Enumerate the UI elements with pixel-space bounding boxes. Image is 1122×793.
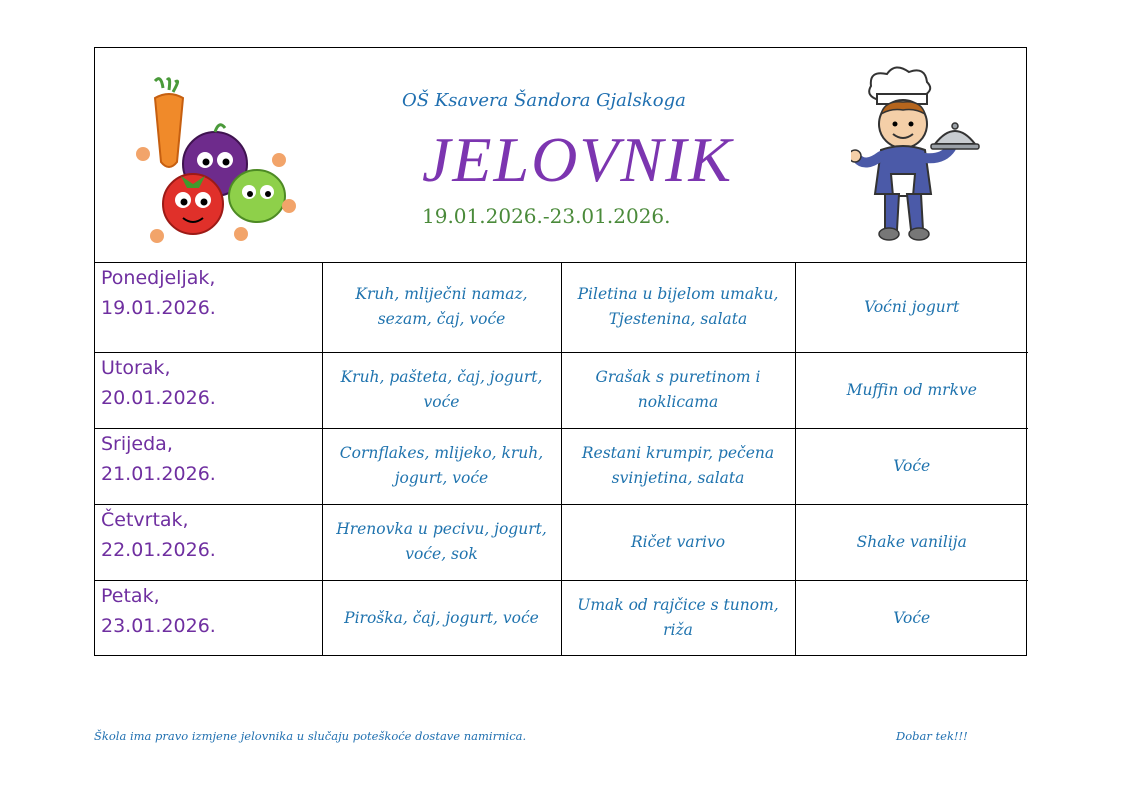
school-name: OŠ Ksavera Šandora Gjalskoga	[402, 90, 686, 111]
day-cell: Petak, 23.01.2026.	[95, 580, 322, 656]
snack-cell: Shake vanilija	[795, 504, 1028, 580]
table-row	[95, 580, 1028, 656]
vegetables-illustration	[133, 76, 298, 244]
day-cell: Ponedjeljak, 19.01.2026.	[95, 263, 322, 352]
breakfast-cell: Piroška, čaj, jogurt, voće	[322, 580, 561, 656]
chef-illustration	[851, 64, 985, 242]
lunch-cell: Umak od rajčice s tunom, riža	[561, 580, 795, 656]
breakfast-cell: Kruh, mliječni namaz, sezam, čaj, voće	[322, 263, 561, 352]
breakfast-cell: Kruh, pašteta, čaj, jogurt, voće	[322, 352, 561, 428]
table-row	[95, 352, 1028, 428]
snack-cell: Voće	[795, 428, 1028, 504]
day-cell: Četvrtak, 22.01.2026.	[95, 504, 322, 580]
menu-title: JELOVNIK	[422, 124, 734, 195]
day-cell: Utorak, 20.01.2026.	[95, 352, 322, 428]
footer-closing: Dobar tek!!!	[896, 729, 968, 743]
breakfast-cell: Hrenovka u pecivu, jogurt, voće, sok	[322, 504, 561, 580]
snack-cell: Voće	[795, 580, 1028, 656]
snack-cell: Voćni jogurt	[795, 263, 1028, 352]
menu-sheet	[94, 47, 1027, 656]
lunch-cell: Ričet varivo	[561, 504, 795, 580]
footer-disclaimer: Škola ima pravo izmjene jelovnika u slučaju poteškoće dostave namirnica.	[94, 729, 527, 743]
lunch-cell: Restani krumpir, pečena svinjetina, salata	[561, 428, 795, 504]
lunch-cell: Piletina u bijelom umaku, Tjestenina, salata	[561, 263, 795, 352]
breakfast-cell: Cornflakes, mlijeko, kruh, jogurt, voće	[322, 428, 561, 504]
menu-header	[95, 48, 1026, 263]
day-cell: Srijeda, 21.01.2026.	[95, 428, 322, 504]
date-range: 19.01.2026.-23.01.2026.	[422, 204, 671, 228]
table-row	[95, 504, 1028, 580]
table-row	[95, 263, 1028, 352]
menu-table	[95, 263, 1028, 656]
table-row	[95, 428, 1028, 504]
snack-cell: Muffin od mrkve	[795, 352, 1028, 428]
lunch-cell: Grašak s puretinom i noklicama	[561, 352, 795, 428]
